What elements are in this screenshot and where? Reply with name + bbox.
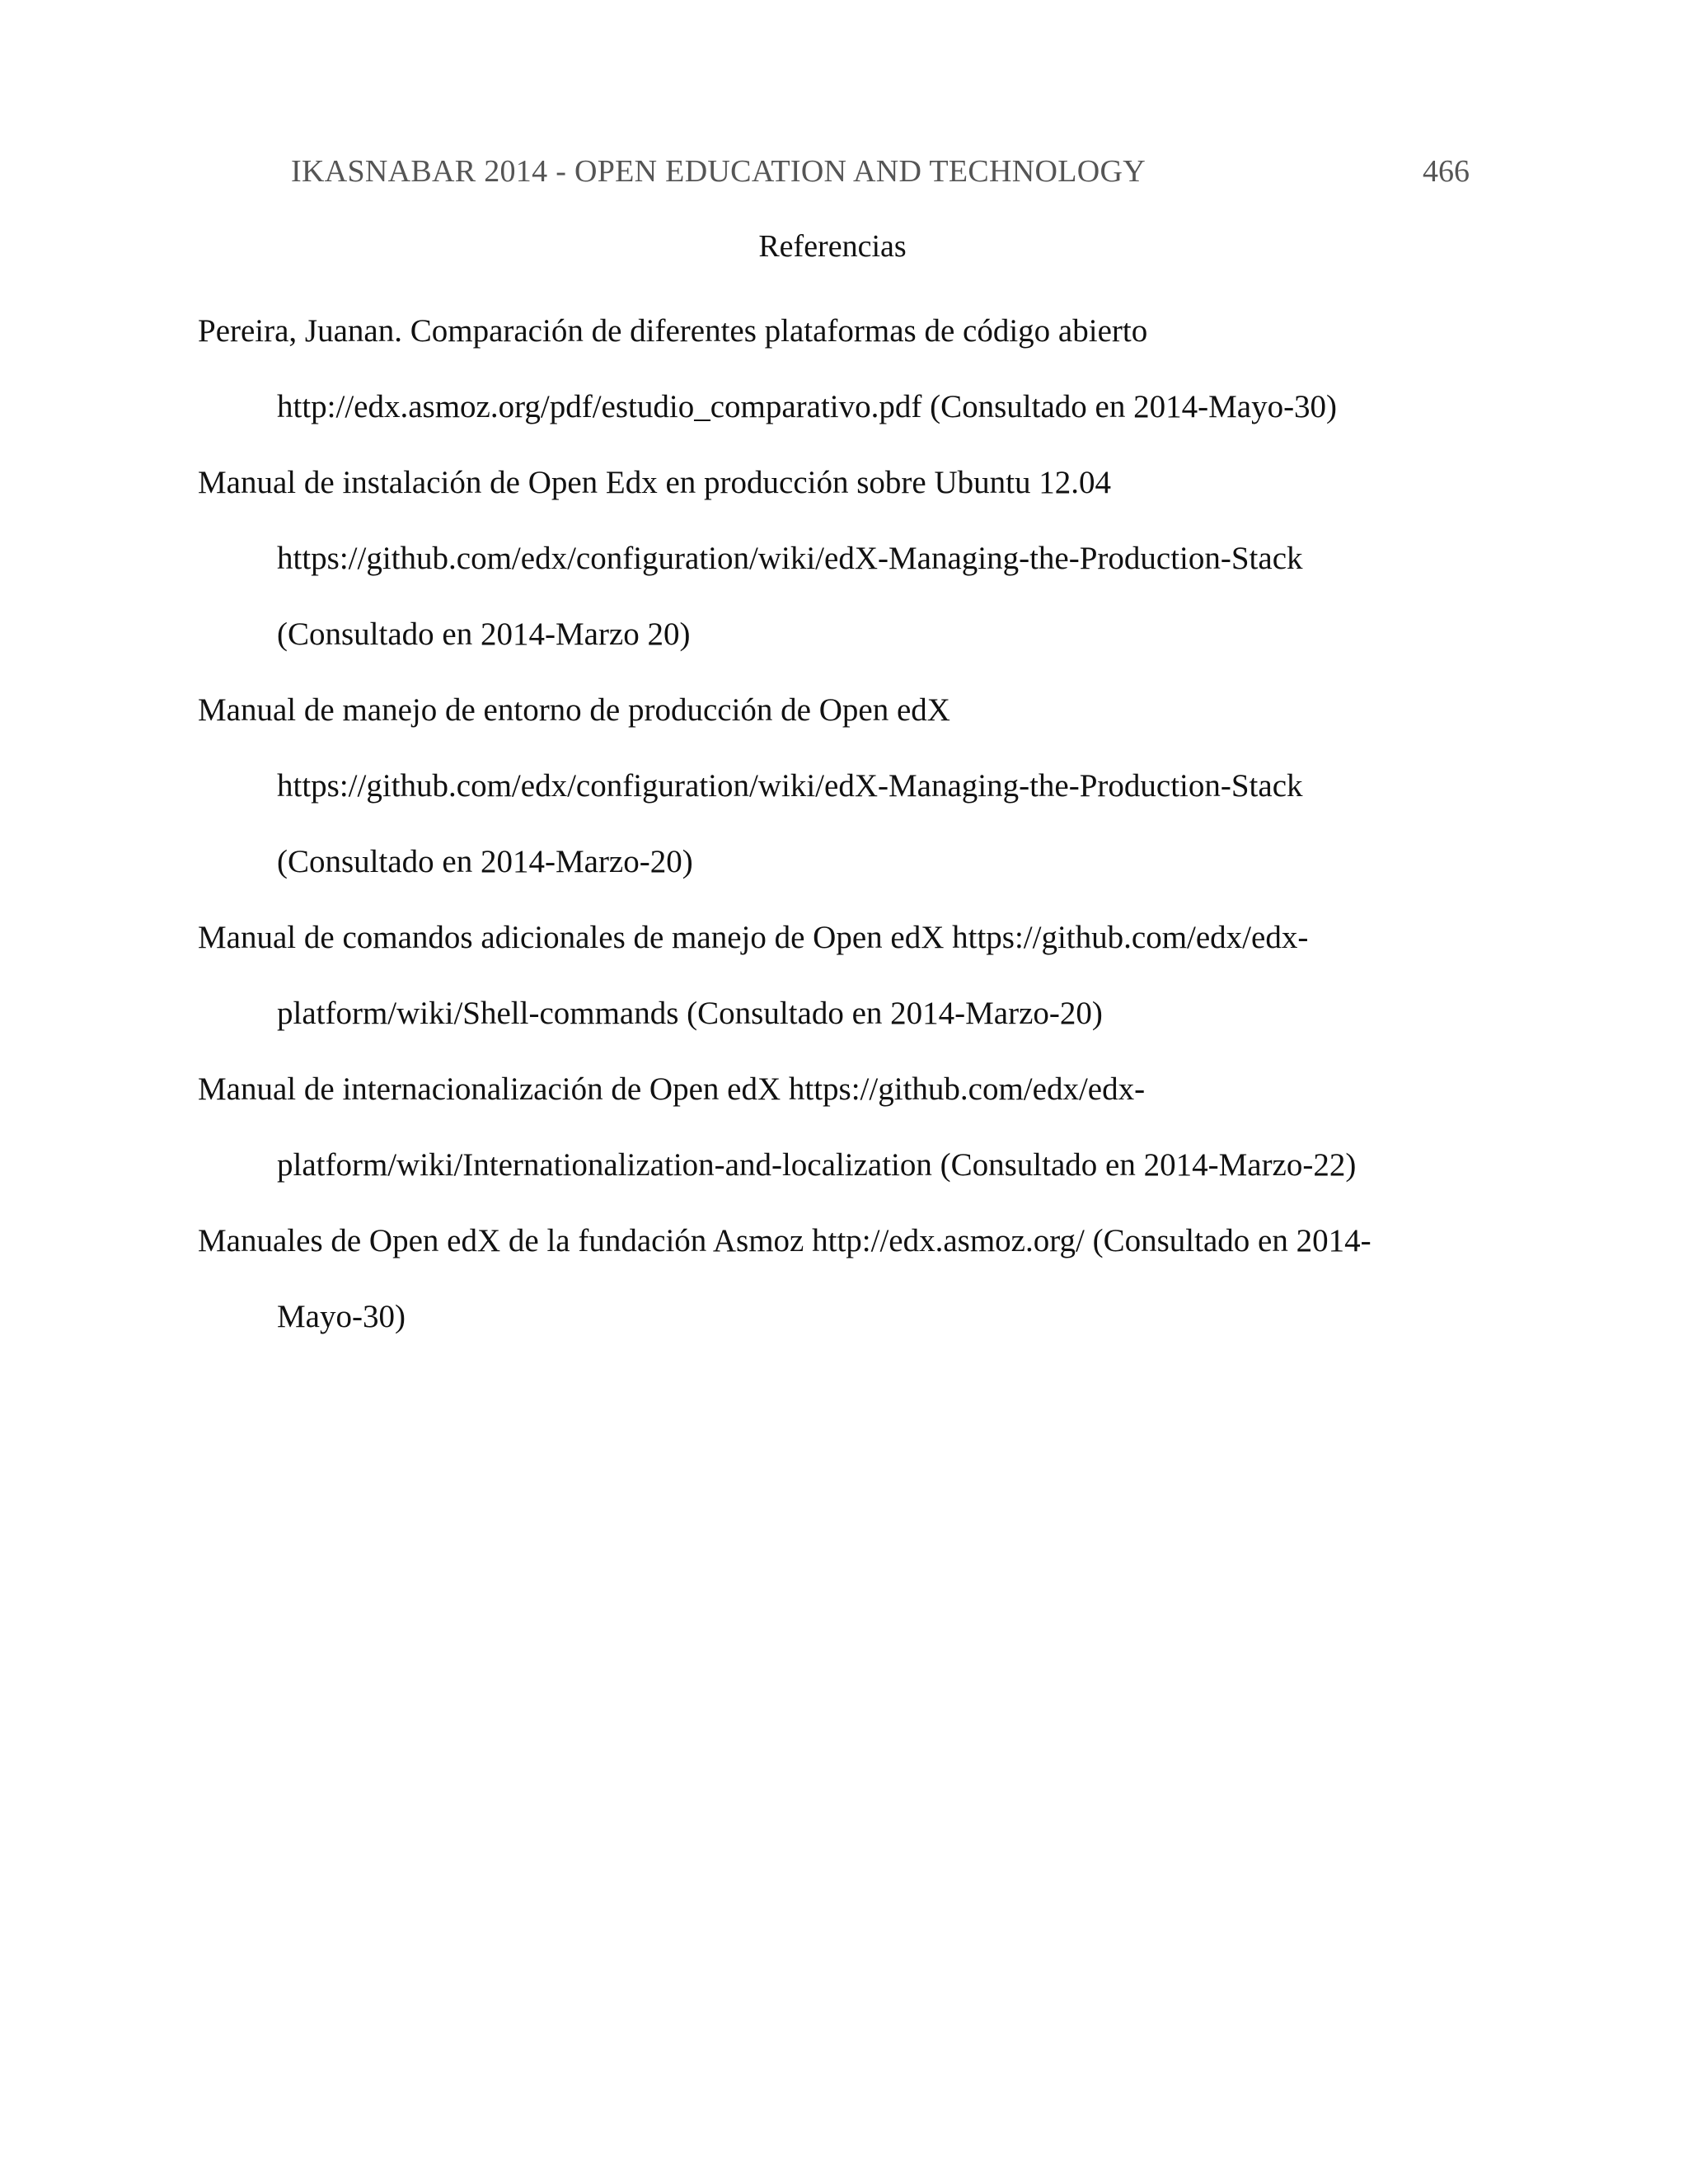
- reference-line: Mayo-30): [277, 1299, 406, 1334]
- reference-line: Manuales de Open edX de la fundación Asmoz http://edx.asmoz.org/ (Consultado en 2014-: [198, 1223, 1372, 1258]
- reference-line: https://github.com/edx/configuration/wiki/edX-Managing-the-Production-Stack: [277, 768, 1303, 804]
- running-head: IKASNABAR 2014 - OPEN EDUCATION AND TECHNOLOGY: [291, 154, 1146, 189]
- reference-line: Manual de comandos adicionales de manejo de Open edX https://github.com/edx/edx-: [198, 920, 1309, 955]
- reference-entry-pereira: [198, 293, 1484, 445]
- section-title: Referencias: [758, 229, 907, 264]
- reference-line: Manual de instalación de Open Edx en producción sobre Ubuntu 12.04: [198, 465, 1111, 500]
- reference-line: (Consultado en 2014-Marzo-20): [277, 844, 693, 879]
- reference-entry-asmoz-manuals: [198, 1203, 1484, 1355]
- reference-line: https://github.com/edx/configuration/wiki/edX-Managing-the-Production-Stack: [277, 541, 1303, 576]
- page-header: [0, 153, 1688, 194]
- reference-line: platform/wiki/Internationalization-and-localization (Consultado en 2014-Marzo-22): [277, 1147, 1357, 1183]
- reference-line: platform/wiki/Shell-commands (Consultado en 2014-Marzo-20): [277, 996, 1103, 1031]
- reference-line: (Consultado en 2014-Marzo 20): [277, 616, 691, 652]
- reference-entry-i18n-manual: [198, 1052, 1484, 1203]
- reference-line: Manual de manejo de entorno de producción de Open edX: [198, 692, 950, 728]
- reference-entry-install-manual: [198, 445, 1484, 673]
- reference-line: Manual de internacionalización de Open edX https://github.com/edx/edx-: [198, 1071, 1146, 1107]
- reference-entry-commands-manual: [198, 900, 1484, 1052]
- reference-entry-production-manual: [198, 673, 1484, 900]
- reference-line: http://edx.asmoz.org/pdf/estudio_comparativo.pdf (Consultado en 2014-Mayo-30): [277, 389, 1338, 424]
- reference-list: [198, 293, 1484, 1355]
- page-number: 466: [1423, 154, 1470, 189]
- reference-line: Pereira, Juanan. Comparación de diferentes plataformas de código abierto: [198, 313, 1148, 349]
